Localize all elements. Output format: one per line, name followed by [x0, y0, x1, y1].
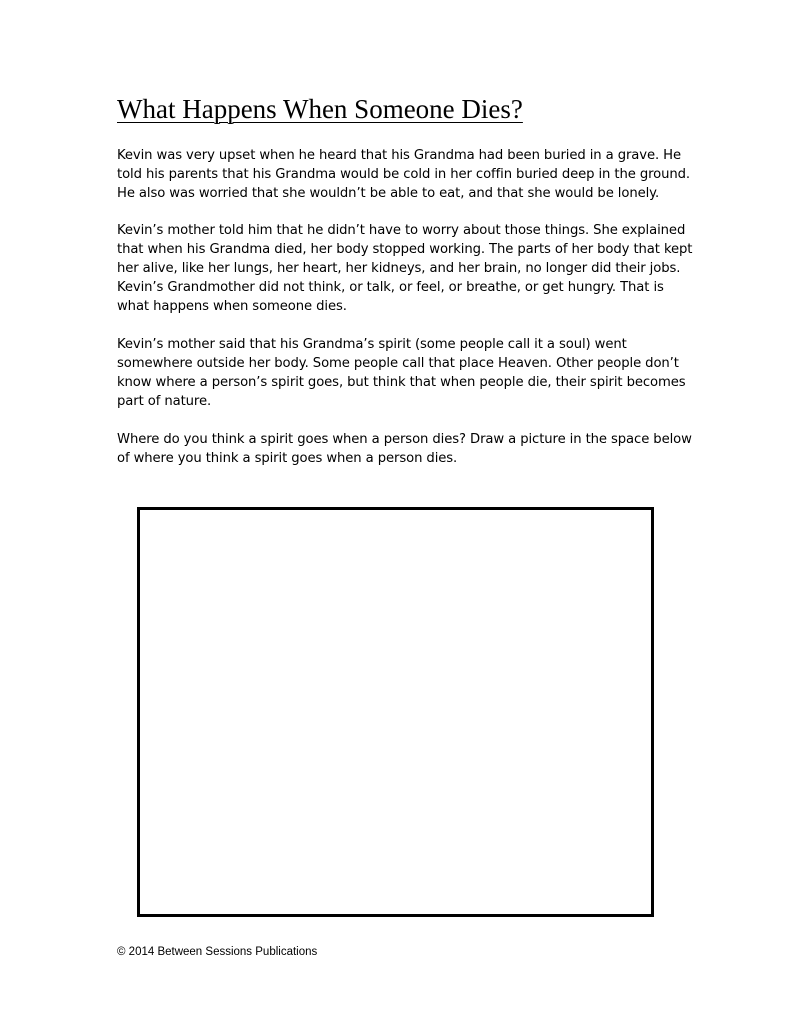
paragraph-line: Where do you think a spirit goes when a person dies? Draw a picture in the space below	[117, 432, 692, 447]
paragraph-line: He also was worried that she wouldn’t be able to eat, and that she would be lonely.	[117, 186, 660, 201]
paragraph-line: told his parents that his Grandma would be cold in her coffin buried deep in the ground.	[117, 167, 690, 182]
paragraph-4	[117, 430, 692, 468]
copyright-footer: © 2014 Between Sessions Publications	[117, 946, 318, 958]
drawing-area[interactable]	[137, 507, 654, 917]
paragraph-1	[117, 146, 690, 203]
paragraph-line: that when his Grandma died, her body stopped working. The parts of her body that kept	[117, 242, 693, 257]
paragraph-line: somewhere outside her body. Some people call that place Heaven. Other people don’t	[117, 356, 679, 371]
paragraph-line: Kevin’s mother said that his Grandma’s spirit (some people call it a soul) went	[117, 337, 627, 352]
paragraph-2	[117, 221, 692, 316]
paragraph-line: Kevin was very upset when he heard that his Grandma had been buried in a grave. He	[117, 148, 682, 163]
paragraph-line: know where a person’s spirit goes, but think that when people die, their spirit becomes	[117, 375, 686, 390]
paragraph-3	[117, 335, 686, 411]
paragraph-line: what happens when someone dies.	[117, 299, 347, 314]
paragraph-line: Kevin’s mother told him that he didn’t have to worry about those things. She explained	[117, 223, 686, 238]
page-title: What Happens When Someone Dies?	[117, 94, 523, 124]
paragraph-line: Kevin’s Grandmother did not think, or talk, or feel, or breathe, or get hungry. That is	[117, 280, 664, 295]
paragraph-line: part of nature.	[117, 394, 212, 409]
paragraph-line: her alive, like her lungs, her heart, her kidneys, and her brain, no longer did their jobs.	[117, 261, 681, 276]
paragraph-line: of where you think a spirit goes when a person dies.	[117, 451, 458, 466]
